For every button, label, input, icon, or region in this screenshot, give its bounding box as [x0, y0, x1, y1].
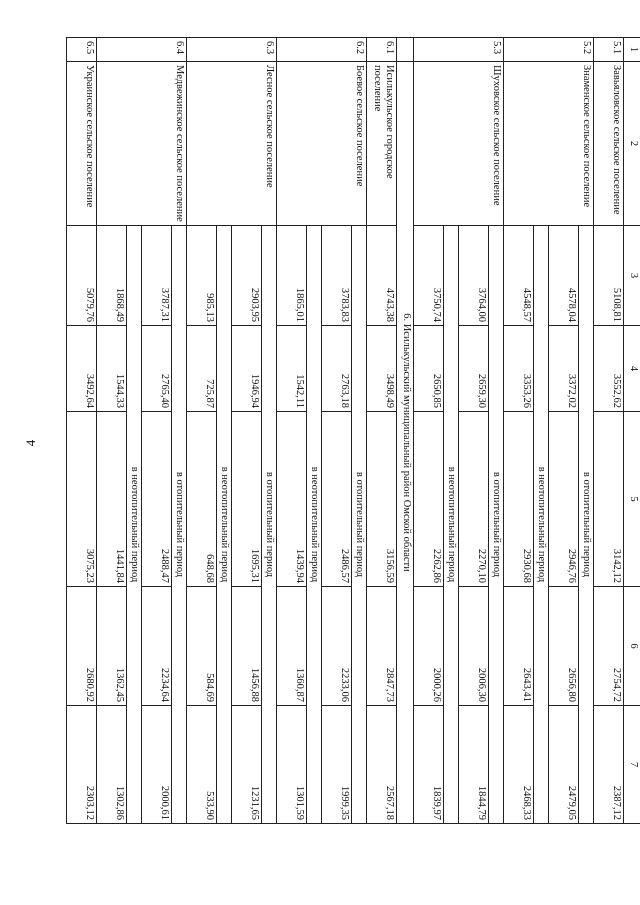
header-cell: 2 [624, 62, 640, 226]
row-number: 5.2 [504, 38, 594, 62]
value-cell: 5079,76 [67, 226, 97, 326]
table-row [67, 38, 97, 824]
settlement-name: Лесное сельское поселение [187, 62, 277, 226]
value-cell: 1302,86 [97, 706, 127, 824]
value-cell: 2763,18 [322, 326, 352, 412]
period-label: в неотопительный период [534, 226, 549, 824]
value-cell: 1839,97 [414, 706, 444, 824]
header-cell: 4 [624, 326, 640, 412]
period-label: в неотопительный период [307, 226, 322, 824]
value-cell: 2488,47 [142, 412, 172, 587]
header-row [624, 38, 640, 824]
value-cell: 2656,80 [549, 587, 579, 706]
value-cell: 2387,12 [594, 706, 624, 824]
value-cell: 2680,92 [67, 587, 97, 706]
period-label: в неотопительный период [127, 226, 142, 824]
value-cell: 2650,85 [414, 326, 444, 412]
period-label: в отопительный период [262, 226, 277, 824]
settlement-name: Шуховское сельское поселение [414, 62, 504, 226]
row-number: 5.3 [414, 38, 504, 62]
value-cell: 2903,95 [232, 226, 262, 326]
value-cell: 1695,31 [232, 412, 262, 587]
value-cell: 3156,59 [367, 412, 397, 587]
value-cell: 2765,40 [142, 326, 172, 412]
header-cell: 1 [624, 38, 640, 62]
period-label: в отопительный период [172, 226, 187, 824]
value-cell: 1865,01 [277, 226, 307, 326]
value-cell: 725,87 [187, 326, 217, 412]
settlement-name: Исилькульское городское поселение [367, 62, 397, 226]
row-number: 6.4 [97, 38, 187, 62]
settlement-name: Украинское сельское поселение [67, 62, 97, 226]
value-cell: 2000,61 [142, 706, 172, 824]
period-label: в отопительный период [489, 226, 504, 824]
section-number-cell [397, 38, 414, 62]
value-cell: 1544,33 [97, 326, 127, 412]
value-cell: 2847,73 [367, 587, 397, 706]
header-cell: 3 [624, 226, 640, 326]
value-cell: 3750,74 [414, 226, 444, 326]
header-cell: 6 [624, 587, 640, 706]
value-cell: 1542,11 [277, 326, 307, 412]
period-row [352, 38, 367, 824]
value-cell: 2270,10 [459, 412, 489, 587]
value-cell: 985,13 [187, 226, 217, 326]
value-cell: 2486,57 [322, 412, 352, 587]
period-label: в неотопительный период [444, 226, 459, 824]
row-number: 6.1 [367, 38, 397, 62]
value-cell: 2303,12 [67, 706, 97, 824]
value-cell: 3552,62 [594, 326, 624, 412]
section-row [397, 38, 414, 824]
page-number: 4 [23, 439, 38, 447]
period-label: в отопительный период [352, 226, 367, 824]
value-cell: 584,69 [187, 587, 217, 706]
settlement-name: Медвежинское сельское поселение [97, 62, 187, 226]
period-row [489, 38, 504, 824]
rotated-table-container [66, 37, 640, 824]
row-number: 6.3 [187, 38, 277, 62]
settlement-name: Знаменское сельское поселение [504, 62, 594, 226]
value-cell: 4578,04 [549, 226, 579, 326]
value-cell: 1441,84 [97, 412, 127, 587]
value-cell: 1946,94 [232, 326, 262, 412]
value-cell: 3142,12 [594, 412, 624, 587]
value-cell: 1999,35 [322, 706, 352, 824]
value-cell: 1231,65 [232, 706, 262, 824]
value-cell: 533,90 [187, 706, 217, 824]
header-cell: 7 [624, 706, 640, 824]
value-cell: 3783,83 [322, 226, 352, 326]
row-number: 6.2 [277, 38, 367, 62]
value-cell: 2930,68 [504, 412, 534, 587]
value-cell: 3492,64 [67, 326, 97, 412]
period-row [579, 38, 594, 824]
value-cell: 3498,49 [367, 326, 397, 412]
value-cell: 2754,72 [594, 587, 624, 706]
section-title: 6. Исилькульский муниципальный район Омской области [397, 62, 414, 824]
value-cell: 2006,30 [459, 587, 489, 706]
value-cell: 1868,49 [97, 226, 127, 326]
value-cell: 2233,06 [322, 587, 352, 706]
settlement-name: Боевое сельское поселение [277, 62, 367, 226]
settlement-name: Завьяловское сельское поселение [594, 62, 624, 226]
value-cell: 1360,87 [277, 587, 307, 706]
value-cell: 2946,76 [549, 412, 579, 587]
value-cell: 1439,94 [277, 412, 307, 587]
value-cell: 3353,26 [504, 326, 534, 412]
period-label: в отопительный период [579, 226, 594, 824]
tariff-table [66, 37, 640, 824]
value-cell: 2643,41 [504, 587, 534, 706]
value-cell: 2234,64 [142, 587, 172, 706]
header-cell: 5 [624, 412, 640, 587]
value-cell: 2468,33 [504, 706, 534, 824]
value-cell: 1844,79 [459, 706, 489, 824]
value-cell: 4548,57 [504, 226, 534, 326]
value-cell: 2567,18 [367, 706, 397, 824]
value-cell: 3372,02 [549, 326, 579, 412]
value-cell: 3075,23 [67, 412, 97, 587]
row-number: 6.5 [67, 38, 97, 62]
period-row [262, 38, 277, 824]
value-cell: 3787,31 [142, 226, 172, 326]
table-row [594, 38, 624, 824]
value-cell: 4743,38 [367, 226, 397, 326]
value-cell: 3764,00 [459, 226, 489, 326]
row-number: 5.1 [594, 38, 624, 62]
value-cell: 2000,26 [414, 587, 444, 706]
value-cell: 1362,45 [97, 587, 127, 706]
value-cell: 1456,88 [232, 587, 262, 706]
table-row [367, 38, 397, 824]
period-label: в неотопительный период [217, 226, 232, 824]
value-cell: 2659,30 [459, 326, 489, 412]
value-cell: 2479,05 [549, 706, 579, 824]
value-cell: 648,68 [187, 412, 217, 587]
value-cell: 1301,59 [277, 706, 307, 824]
period-row [172, 38, 187, 824]
value-cell: 5108,81 [594, 226, 624, 326]
value-cell: 2262,86 [414, 412, 444, 587]
